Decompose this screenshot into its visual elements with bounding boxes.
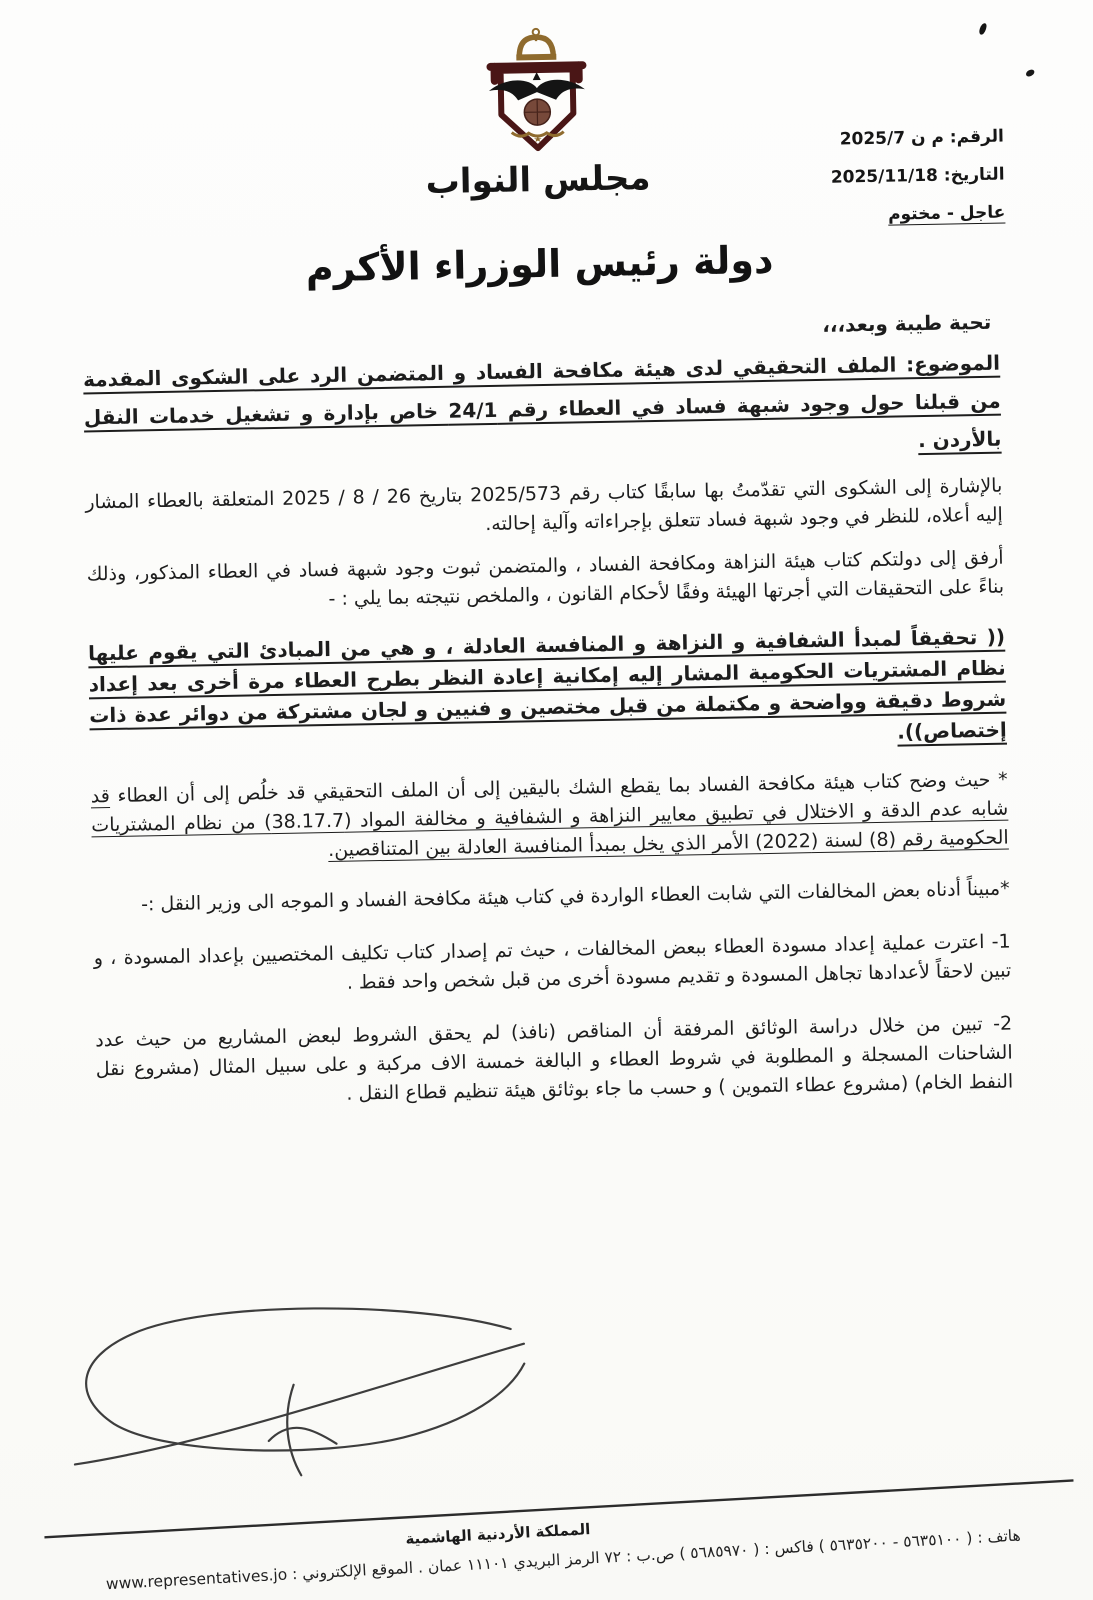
finding-underlined-text: قد شابه عدم الدقة و الاختلال في تطبيق معايير النزاهة و الشفافية و مخالفة المواد (38.17.7) من نظام المشتريات الحكومية رقم (8) لسنة (2022) الأمر الذي يخل بمبدأ المنافسة العادلة بين المتناقصين. [90,785,1009,862]
subject-line: الموضوع: الملف التحقيقي لدى هيئة مكافحة الفساد و المتضمن الرد على الشكوى المقدمة من قبلنا حول وجود شبهة فساد في العطاء رقم 24/1 خاص بإدارة و تشغيل خدمات النقل بالأردن . [82,350,1002,453]
greeting-line: تحية طيبة وبعد،،، [822,309,992,337]
paragraph-attachment: أرفق إلى دولتكم كتاب هيئة النزاهة ومكافحة الفساد ، والمتضمن ثبوت وجود شبهة فساد في العطاء المذكور، وذلك بناءً على التحقيقات التي أجرتها الهيئة وفقًا لأحكام القانون ، والملخص نتيجته بما يلي : - [86,546,1005,610]
reference-number: الرقم: م ن 2025/7 [839,126,1005,150]
addressee-title: دولة رئيس الوزراء الأكرم [305,237,774,291]
org-name-calligraphy: مجلس النواب [425,158,651,203]
violation-item-2: 2- تبين من خلال دراسة الوثائق المرفقة أن المناقص (نافذ) لم يحقق الشروط لبعض المشاريع من حيث عدد الشاحنات المسجلة و المطلوبة في شروط العطاء و البالغة خمسة الاف مركبة و على سبيل المثال (مشروع نقل النفط الخام) (مشروع عطاء التموين ) و حسب ما جاء بوثائق هيئة تنظيم قطاع النقل . [95,1012,1014,1105]
urgency-label: عاجل - مختوم [887,202,1006,225]
letter-body [83,344,1014,1114]
ink-speck-icon [978,22,987,35]
kingdom-name-calligraphy: المملكة الأردنية الهاشمية [404,1520,591,1548]
violation-item-1: 1- اعترت عملية إعداد مسودة العطاء ببعض المخالفات ، حيث تم إصدار كتاب تكليف المختصيين بإعداد المسودة ، و تبين لاحقاً لأعدادها تجاهل المسودة و تقديم مسودة أخرى من قبل شخص واحد فقط . [93,930,1012,994]
letter-date: التاريخ: 2025/11/18 [830,164,1005,188]
footer-contact-line: هاتف : ( ٥٦٣٥١٠٠ - ٥٦٣٥٢٠٠ ) فاكس : ( ٥٦٨٥٩٧٠ ) ص.ب : ٧٢ الرمز البريدي ١١١٠١ عمان . الموقع الإلكتروني : www.representatives.jo [105,1526,1022,1594]
quoted-conclusion-block: (( تحقيقاً لمبدأ الشفافية و النزاهة و المنافسة العادلة ، و هي من المبادئ التي يقوم عليها نظام المشتريات الحكومية المشار إليه إمكانية إعادة النظر بطرح العطاء مرة أخرى بعد إعداد شروط دقيقة وواضحة و مكتملة من قبل مختصين و فنيين و لجان مشتركة من دوائر عدة ذات إختصاص)). [87,624,1007,744]
finding-plain-text: * حيث وضح كتاب هيئة مكافحة الفساد بما يقطع الشك باليقين إلى أن الملف التحقيقي قد خلُص إلى أن العطاء [109,768,1008,808]
letter-meta-block [830,118,1006,235]
paragraph-finding [91,766,1009,870]
violations-intro: *مبيناً أدناه بعض المخالفات التي شابت العطاء الواردة في كتاب هيئة مكافحة الفساد و الموجه الى وزير النقل :- [140,877,1010,916]
paragraph-reference-complaint: بالإشارة إلى الشكوى التي تقدّمتُ بها سابقًا كتاب رقم 2025/573 بتاريخ 26 / 8 / 2025 المتعلقة بالعطاء المشار إليه أعلاه، للنظر في وجود شبهة فساد تتعلق بإجراءاته وآلية إحالته. [85,474,1003,536]
jordan-royal-crest-icon [459,23,614,164]
handwritten-signature [57,1289,528,1483]
ink-speck-icon [1025,68,1036,78]
